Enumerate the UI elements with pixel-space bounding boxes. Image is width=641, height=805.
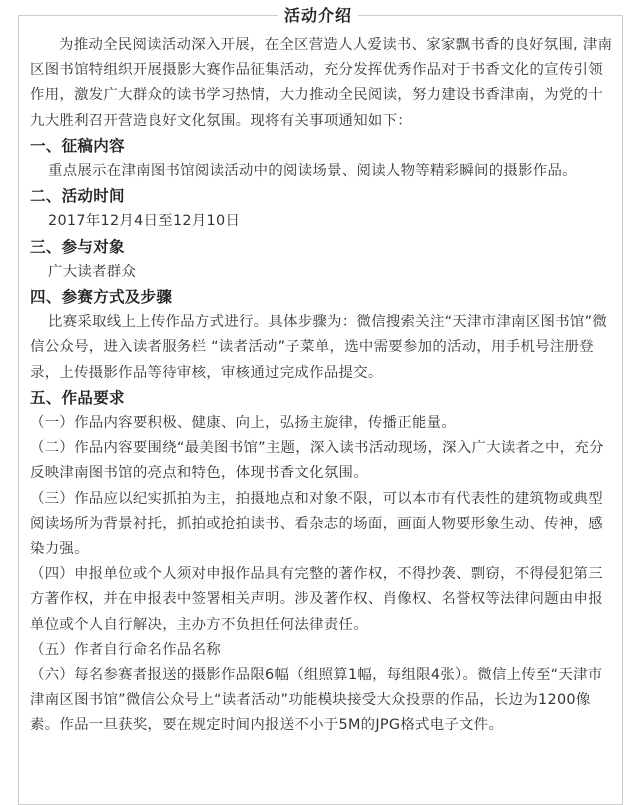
section-heading-method: 四、参赛方式及步骤 xyxy=(30,288,173,307)
section-body-method: 比赛采取线上上传作品方式进行。具体步骤为：微信搜索关注“天津市津南区图书馆”微信公众号，进入读者服务栏 “读者活动”子菜单，选中需要参加的活动，用手机号注册登录，上传摄影作品等待审核，审核通过完成作品提交。 xyxy=(30,314,608,381)
section-heading-audience: 三、参与对象 xyxy=(30,237,125,256)
requirement-item: （二）作品内容要围绕“最美图书馆”主题，深入读书活动现场，深入广大读者之中，充分反映津南图书馆的亮点和特色，体现书香文化氛围。 xyxy=(30,440,604,482)
requirement-item: （五）作者自行命名作品名称 xyxy=(30,641,221,658)
requirement-item: （一）作品内容要积极、健康、向上，弘扬主旋律，传播正能量。 xyxy=(30,415,457,432)
requirement-item: （三）作品应以纪实抓拍为主，拍摄地点和对象不限，可以本市有代表性的建筑物或典型阅读场所为背景衬托，抓拍或抢拍读书、看杂志的场面，画面人物要形象生动、传神，感染力强。 xyxy=(30,490,603,558)
article-body xyxy=(30,33,614,739)
intro-paragraph: 为推动全民阅读活动深入开展，在全区营造人人爱读书、家家飘书香的良好氛围, 津南区图书馆特组织开展摄影大赛作品征集活动，充分发挥优秀作品对于书香文化的宣传引领作用，激发广大群众的读书学习热情，大力推动全民阅读，努力建设书香津南，为党的十九大胜利召开营造良好文化氛围。现将有关事项通知如下： xyxy=(30,37,613,129)
section-heading-content: 一、征稿内容 xyxy=(30,136,125,155)
section-body-content: 重点展示在津南图书馆阅读活动中的阅读场景、阅读人物等精彩瞬间的摄影作品。 xyxy=(48,163,577,180)
article-title: 活动介绍 xyxy=(278,6,358,26)
requirement-item: （四）申报单位或个人须对申报作品具有完整的著作权，不得抄袭、剽窃，不得侵犯第三方著作权，并在申报表中签署相关声明。涉及著作权、肖像权、名誉权等法律问题由申报单位或个人自行解决，主办方不负担任何法律责任。 xyxy=(30,566,603,633)
section-body-audience: 广大读者群众 xyxy=(48,263,137,280)
requirement-item: （六）每名参赛者报送的摄影作品限6幅（组照算1幅，每组限4张）。微信上传至“天津市津南区图书馆”微信公众号上“读者活动”功能模块接受大众投票的作品，长边为1200像素。作品一旦获奖，要在规定时间内报送不小于5M的JPG格式电子文件。 xyxy=(30,667,603,734)
section-body-time: 2017年12月4日至12月10日 xyxy=(48,213,241,230)
section-heading-time: 二、活动时间 xyxy=(30,187,125,206)
section-heading-requirements: 五、作品要求 xyxy=(30,388,125,407)
